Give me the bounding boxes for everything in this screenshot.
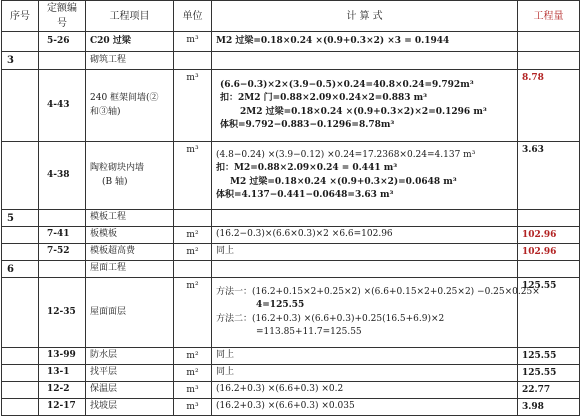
unit: m²: [174, 278, 212, 348]
formula-line: 扣：2M2 门=0.88×2.09×0.24×2=0.883 m³: [220, 93, 428, 103]
formula-line: 2M2 过梁=0.18×0.24 ×(0.9+0.3×2)×2=0.1296 m³: [240, 106, 487, 117]
formula: 同上: [212, 365, 518, 382]
formula-line: =113.85+11.7=125.55: [256, 327, 362, 337]
formula: [212, 278, 540, 348]
quantity: 102.96: [518, 244, 580, 261]
quota-code: 4-38: [39, 142, 86, 210]
header-formula: 计 算 式: [212, 1, 518, 32]
table-row: [2, 399, 580, 416]
item-name: 保温层: [86, 382, 174, 399]
item-name-line: 陶粒砌块内墙: [90, 163, 145, 173]
header-item: 工程项目: [86, 1, 174, 32]
quantity: 8.78: [518, 70, 580, 142]
table-row: [2, 227, 580, 244]
quota-code: 7-41: [39, 227, 86, 244]
quota-code: 13-99: [39, 348, 86, 365]
quantity: [518, 32, 580, 52]
quota-code: 12-35: [39, 278, 86, 348]
quota-code: 12-2: [39, 382, 86, 399]
item-name: 找平层: [86, 365, 174, 382]
item-name: [86, 142, 174, 210]
item-name-line: (B 轴): [102, 176, 128, 187]
unit: m²: [174, 227, 212, 244]
formula: (16.2−0.3)×(6.6×0.3)×2 ×6.6=102.96: [212, 227, 518, 244]
quantity-table: [1, 0, 580, 416]
quota-code: 7-52: [39, 244, 86, 261]
formula: M2 过梁=0.18×0.24 ×(0.9+0.3×2) ×3 = 0.1944: [212, 32, 518, 52]
formula-line: (6.6−0.3)×2×(3.9−0.5)×0.24=40.8×0.24=9.792m³: [220, 79, 474, 90]
section-title: 模板工程: [86, 210, 174, 227]
formula: 同上: [212, 244, 518, 261]
unit: m³: [174, 70, 212, 142]
formula: (16.2+0.3) ×(6.6+0.3) ×0.035: [212, 399, 518, 416]
item-name: 防水层: [86, 348, 174, 365]
quantity: 125.55: [518, 348, 580, 365]
table-row: [2, 278, 580, 348]
quota-code: 5-26: [39, 32, 86, 52]
item-name-line: 240 框架间墙(②: [90, 93, 159, 103]
unit: m²: [174, 244, 212, 261]
table-row: [2, 70, 580, 142]
quantity-calculation-sheet: [1, 0, 579, 416]
unit: m³: [174, 32, 212, 52]
formula: 同上: [212, 348, 518, 365]
formula-line: 体积=9.792−0.883−0.1296=8.78m³: [220, 120, 395, 130]
formula-line: 4=125.55: [256, 300, 305, 310]
formula: [212, 142, 518, 210]
formula: [212, 70, 518, 142]
section-number: 5: [2, 210, 39, 227]
item-name-line: 和③轴): [90, 106, 121, 117]
section-row: [2, 261, 580, 278]
table-row: [2, 142, 580, 210]
unit: m³: [174, 399, 212, 416]
section-row: [2, 52, 580, 70]
item-name: [86, 70, 174, 142]
formula-line: M2 过梁=0.18×0.24 ×(0.9+0.3×2)=0.0648 m³: [230, 176, 457, 187]
formula-line: 方法一：(16.2+0.15×2+0.25×2) ×(6.6+0.15×2+0.25×2) −0.25×0.25×: [216, 286, 540, 297]
table-row: [2, 32, 580, 52]
table-row: [2, 244, 580, 261]
unit: m³: [174, 382, 212, 399]
quantity: 102.96: [518, 227, 580, 244]
section-title: 屋面工程: [86, 261, 174, 278]
quantity: 125.55: [518, 278, 580, 348]
unit: m³: [174, 142, 212, 210]
formula-line: 扣：M2=0.88×2.09×0.24 = 0.441 m³: [216, 163, 398, 173]
item-name: 模板超高费: [86, 244, 174, 261]
header-unit: 单位: [174, 1, 212, 32]
quota-code: 12-17: [39, 399, 86, 416]
header-row: [2, 1, 580, 32]
item-name: 找坡层: [86, 399, 174, 416]
formula: (16.2+0.3) ×(6.6+0.3) ×0.2: [212, 382, 518, 399]
formula-line: 方法二：(16.2+0.3) ×(6.6+0.3)+0.25(16.5+6.9)×2: [216, 313, 445, 324]
section-number: 6: [2, 261, 39, 278]
section-number: 3: [2, 52, 39, 70]
unit: m²: [174, 348, 212, 365]
unit: m²: [174, 365, 212, 382]
item-name: C20 过梁: [86, 32, 174, 52]
quantity: 22.77: [518, 382, 580, 399]
table-row: [2, 348, 580, 365]
formula-line: (4.8−0.24) ×(3.9−0.12) ×0.24=17.2368×0.24=4.137 m³: [216, 149, 476, 160]
item-name: 板模板: [86, 227, 174, 244]
table-row: [2, 365, 580, 382]
quota-code: 13-1: [39, 365, 86, 382]
header-seq: 序号: [2, 1, 39, 32]
item-name: 屋面面层: [86, 278, 174, 348]
quantity: 125.55: [518, 365, 580, 382]
formula-line: 体积=4.137−0.441−0.0648=3.63 m³: [216, 190, 394, 200]
table-row: [2, 382, 580, 399]
section-row: [2, 210, 580, 227]
header-qty: 工程量: [518, 1, 580, 32]
quantity: 3.63: [518, 142, 580, 210]
section-title: 砌筑工程: [86, 52, 174, 70]
quota-code: 4-43: [39, 70, 86, 142]
header-code: 定额编号: [39, 1, 86, 32]
quantity: 3.98: [518, 399, 580, 416]
